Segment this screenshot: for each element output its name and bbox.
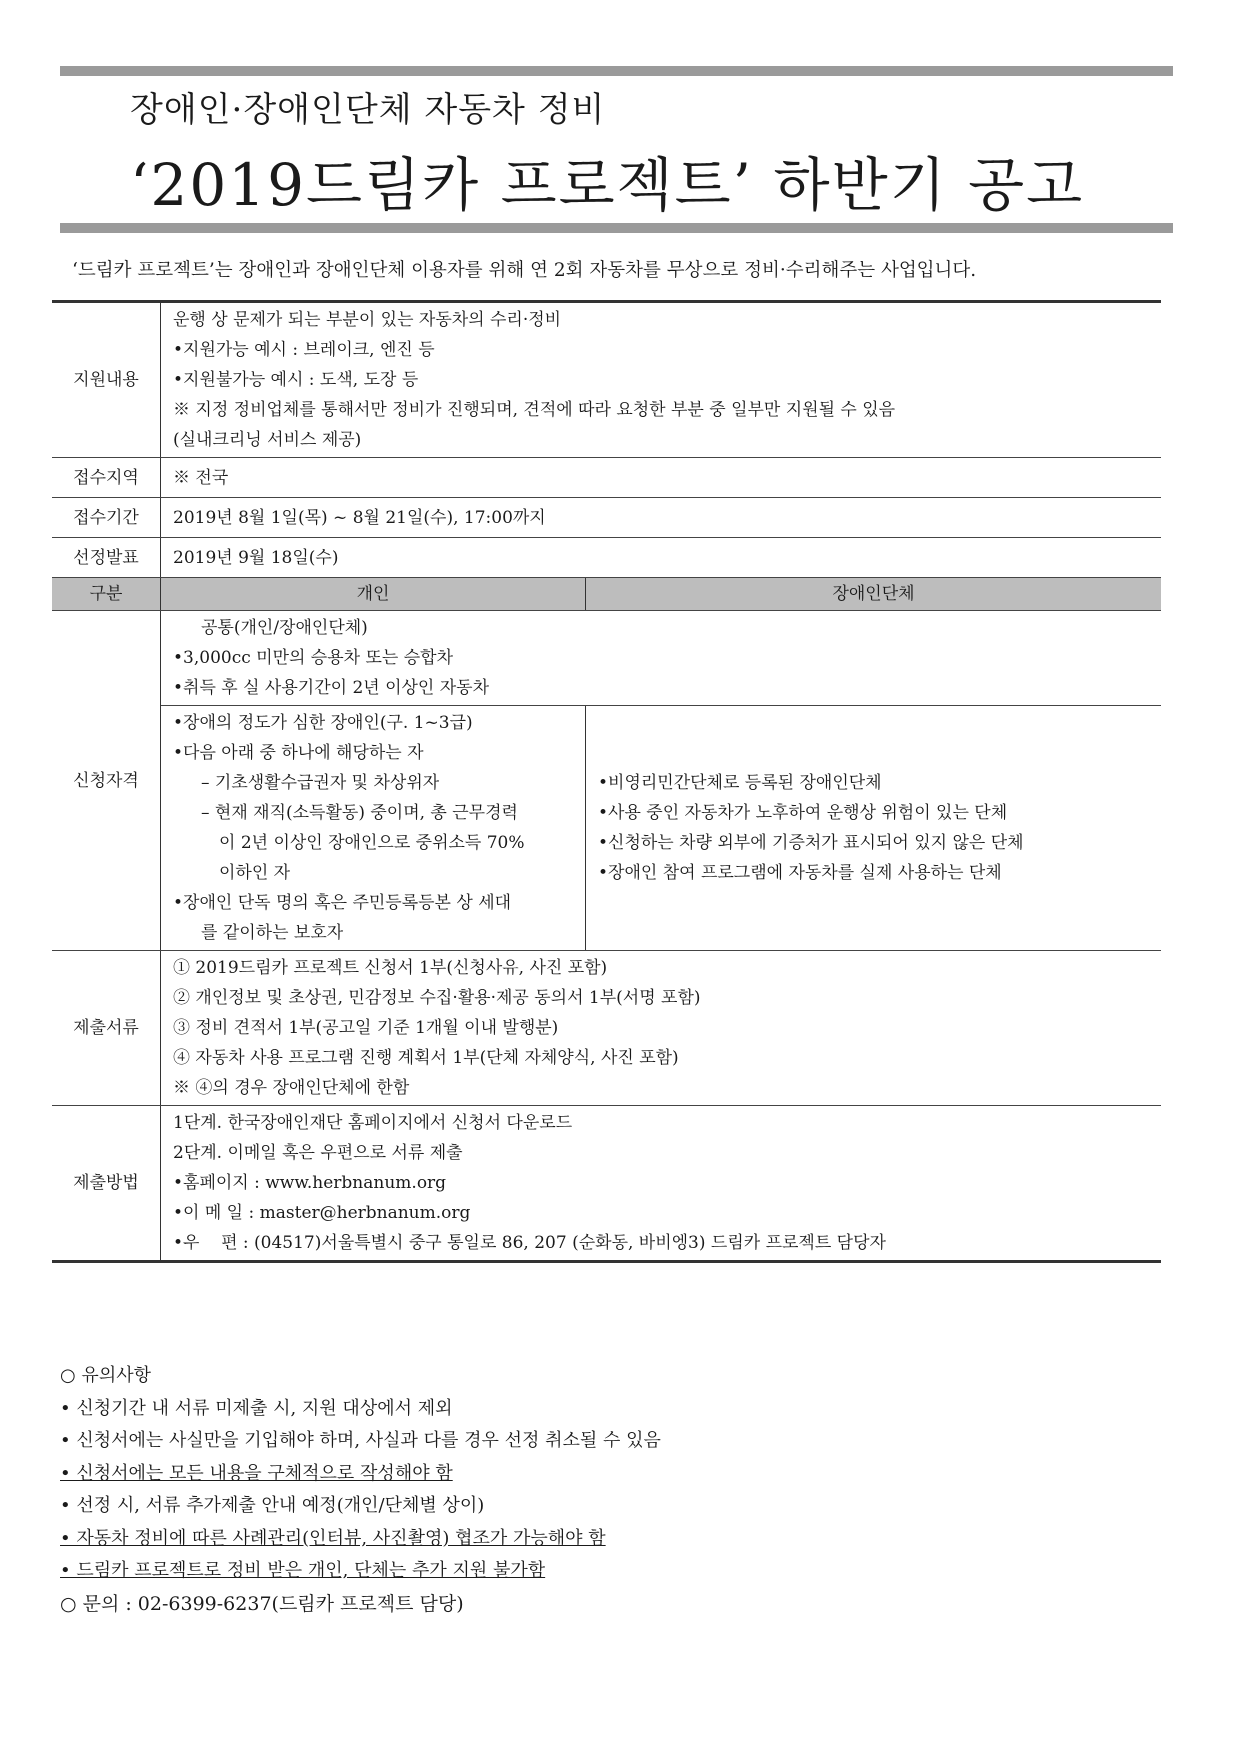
submission-line: 2단계. 이메일 혹은 우편으로 서류 제출 [173,1143,463,1163]
documents-content [161,951,1162,1106]
notes-heading: ○ 유의사항 [60,1365,151,1386]
document-line: ③ 정비 견적서 1부(공고일 기준 1개월 이내 발행분) [173,1018,559,1038]
notes-section [60,1360,661,1620]
group-line: •사용 중인 자동차가 노후하여 운행상 위험이 있는 단체 [598,803,1008,823]
header-row [52,578,1161,611]
eligibility-group [586,706,1162,951]
label-support: 지원내용 [52,302,161,458]
individual-line: – 기초생활수급권자 및 차상위자 [201,773,440,793]
row-submission [52,1106,1161,1262]
document-title: ‘2019드림카 프로젝트’ 하반기 공고 [130,151,1085,219]
header-top-bar [60,66,1173,76]
eligibility-common-line: •취득 후 실 사용기간이 2년 이상인 자동차 [173,678,490,698]
group-line: •비영리민간단체로 등록된 장애인단체 [598,773,882,793]
submission-homepage: •홈페이지 : www.herbnanum.org [173,1173,447,1193]
submission-email: •이 메 일 : master@herbnanum.org [173,1203,471,1223]
support-line: •지원불가능 예시 : 도색, 도장 등 [173,370,419,390]
note-item: • 신청서에는 사실만을 기입해야 하며, 사실과 다를 경우 선정 취소될 수 있음 [60,1430,661,1451]
individual-line: 를 같이하는 보호자 [201,923,344,943]
row-documents [52,951,1161,1106]
label-region: 접수지역 [52,458,161,498]
individual-line: •장애의 정도가 심한 장애인(구. 1~3급) [173,713,473,733]
group-line: •신청하는 차량 외부에 기증처가 표시되어 있지 않은 단체 [598,833,1024,853]
header-bottom-bar [60,223,1173,233]
support-line: ※ 지정 정비업체를 통해서만 정비가 진행되며, 견적에 따라 요청한 부분 중 일부만 지원될 수 있음 [173,400,896,420]
individual-line: 이 2년 이상인 장애인으로 중위소득 70% [219,833,525,853]
eligibility-individual [161,706,586,951]
label-eligibility: 신청자격 [52,611,161,951]
header-category: 구분 [52,578,161,611]
document-line: ② 개인정보 및 초상권, 민감정보 수집·활용·제공 동의서 1부(서명 포함) [173,988,701,1008]
submission-line: 1단계. 한국장애인재단 홈페이지에서 신청서 다운로드 [173,1113,573,1133]
note-item: • 자동차 정비에 따른 사례관리(인터뷰, 사진촬영) 협조가 가능해야 함 [60,1527,606,1549]
label-period: 접수기간 [52,498,161,538]
support-content [161,302,1162,458]
individual-line: •다음 아래 중 하나에 해당하는 자 [173,743,424,763]
header-individual: 개인 [161,578,586,611]
contact-info: ○ 문의 : 02-6399-6237(드림카 프로젝트 담당) [60,1592,464,1615]
submission-post: •우 편 : (04517)서울특별시 중구 통일로 86, 207 (순화동, 바비엥3) 드림카 프로젝트 담당자 [173,1233,886,1253]
row-region [52,458,1161,498]
document-subtitle: 장애인·장애인단체 자동차 정비 [130,90,606,130]
intro-text: ‘드림카 프로젝트’는 장애인과 장애인단체 이용자를 위해 연 2회 자동차를 무상으로 정비·수리해주는 사업입니다. [72,260,977,281]
note-item: • 드림카 프로젝트로 정비 받은 개인, 단체는 추가 지원 불가함 [60,1560,546,1581]
eligibility-common [161,611,1162,706]
row-eligibility-common [52,611,1161,706]
note-item: • 신청서에는 모든 내용을 구체적으로 작성해야 함 [60,1462,453,1484]
row-announce [52,538,1161,578]
document-line: ④ 자동차 사용 프로그램 진행 계획서 1부(단체 자체양식, 사진 포함) [173,1048,679,1068]
individual-line: •장애인 단독 명의 혹은 주민등록등본 상 세대 [173,893,512,913]
label-submission: 제출방법 [52,1106,161,1262]
support-line: •지원가능 예시 : 브레이크, 엔진 등 [173,340,435,360]
eligibility-common-heading: 공통(개인/장애인단체) [201,618,368,638]
label-documents: 제출서류 [52,951,161,1106]
period-value: 2019년 8월 1일(목) ~ 8월 21일(수), 17:00까지 [161,498,1162,538]
row-period [52,498,1161,538]
support-line: (실내크리닝 서비스 제공) [173,430,362,450]
support-line: 운행 상 문제가 되는 부분이 있는 자동차의 수리·정비 [173,310,562,330]
submission-content [161,1106,1162,1262]
individual-line: – 현재 재직(소득활동) 중이며, 총 근무경력 [201,803,518,823]
note-item: • 신청기간 내 서류 미제출 시, 지원 대상에서 제외 [60,1397,453,1419]
region-value: ※ 전국 [161,458,1162,498]
header-group: 장애인단체 [586,578,1162,611]
row-eligibility-split [52,706,1161,951]
announcement-table [52,300,1161,1263]
document-line: ① 2019드림카 프로젝트 신청서 1부(신청사유, 사진 포함) [173,958,608,978]
document-line: ※ ④의 경우 장애인단체에 한함 [173,1078,410,1098]
eligibility-common-line: •3,000cc 미만의 승용차 또는 승합차 [173,648,453,668]
note-item: • 선정 시, 서류 추가제출 안내 예정(개인/단체별 상이) [60,1495,485,1516]
label-announce: 선정발표 [52,538,161,578]
group-line: •장애인 참여 프로그램에 자동차를 실제 사용하는 단체 [598,863,1002,883]
individual-line: 이하인 자 [219,863,291,883]
row-support [52,302,1161,458]
announce-value: 2019년 9월 18일(수) [161,538,1162,578]
